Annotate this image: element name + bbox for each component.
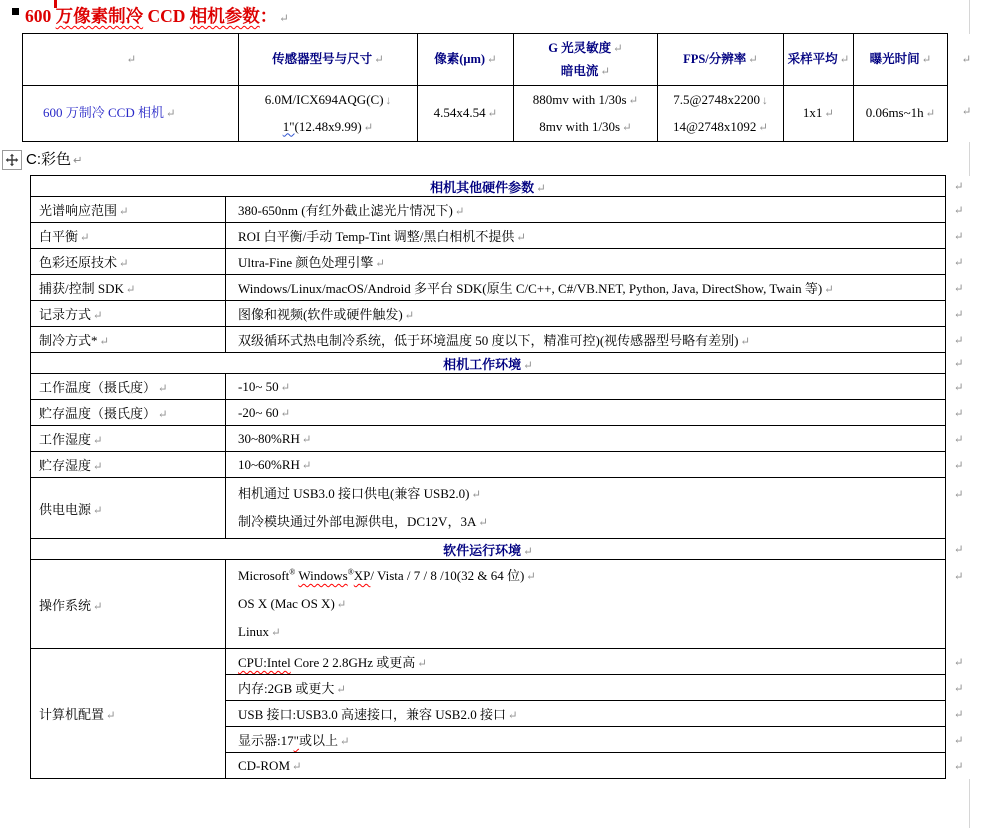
table-row bbox=[31, 301, 986, 327]
section-title: 相机其他硬件参数 ↵ bbox=[31, 176, 946, 197]
spellcheck-flagged-text: Windows bbox=[298, 568, 348, 583]
paragraph-mark: ↵ bbox=[126, 54, 137, 66]
table-move-handle[interactable] bbox=[2, 150, 22, 170]
spellcheck-flagged-text: XP bbox=[353, 568, 371, 583]
paragraph-mark: ↵ bbox=[523, 545, 533, 558]
exposure-cell: 0.06ms~1h ↵ bbox=[854, 86, 948, 142]
fps-cell: 7.5@2748x2200 ↓ 14@2748x1092 ↵ bbox=[658, 86, 784, 142]
paragraph-mark: ↵ bbox=[73, 155, 83, 167]
param-value: Windows/Linux/macOS/Android 多平台 SDK(原生 C/C++, C#/VB.NET, Python, Java, DirectShow, Twain 等) ↵ bbox=[226, 275, 946, 301]
paragraph-mark: ↵ bbox=[824, 108, 835, 120]
header-pixel: 像素(μm) ↵ bbox=[418, 34, 514, 86]
end-of-row-mark: ↵ bbox=[946, 452, 986, 478]
param-label: 色彩还原技术 ↵ bbox=[31, 249, 226, 275]
end-of-row-mark: ↵ bbox=[946, 374, 986, 400]
param-label: 白平衡 ↵ bbox=[31, 223, 226, 249]
section-title: 软件运行环境 ↵ bbox=[31, 539, 946, 560]
table-row bbox=[31, 400, 986, 426]
param-label: 操作系统 ↵ bbox=[31, 560, 226, 649]
param-value: USB 接口:USB3.0 高速接口，兼容 USB2.0 接口 ↵ bbox=[226, 701, 946, 727]
paragraph-mark: ↵ bbox=[487, 108, 498, 120]
paragraph-mark: ↵ bbox=[536, 182, 546, 195]
end-of-row-mark: ↵ bbox=[946, 197, 986, 223]
grammar-flagged-text: 1" bbox=[282, 118, 295, 134]
paragraph-mark: ↵ bbox=[925, 108, 936, 120]
param-value: ROI 白平衡/手动 Temp-Tint 调整/黑白相机不提供 ↵ bbox=[226, 223, 946, 249]
end-of-row-mark: ↵ bbox=[946, 400, 986, 426]
table-row bbox=[23, 86, 978, 142]
end-of-row-mark: ↵ bbox=[946, 301, 986, 327]
paragraph-mark: ↵ bbox=[758, 121, 769, 134]
param-label: 捕获/控制 SDK ↵ bbox=[31, 275, 226, 301]
end-of-row-mark: ↵ bbox=[946, 426, 986, 452]
spec-summary-table bbox=[22, 33, 978, 142]
header-fps: FPS/分辨率 ↵ bbox=[658, 34, 784, 86]
table-row bbox=[31, 426, 986, 452]
table-header-row bbox=[23, 34, 978, 86]
list-bullet bbox=[12, 8, 19, 15]
table-row bbox=[31, 374, 986, 400]
header-sampling: 采样平均 ↵ bbox=[784, 34, 854, 86]
end-of-row-mark: ↵ bbox=[946, 176, 986, 197]
param-value: -10~ 50 ↵ bbox=[226, 374, 946, 400]
title-part-misspelled: 万像素制冷 bbox=[55, 6, 144, 26]
paragraph-mark: ↵ bbox=[279, 13, 289, 25]
end-of-row-mark: ↵ bbox=[946, 701, 986, 727]
header-sensitivity: G 光灵敏度 ↵ 暗电流 ↵ bbox=[514, 34, 658, 86]
table-row bbox=[31, 197, 986, 223]
param-label: 计算机配置 ↵ bbox=[31, 649, 226, 779]
paragraph-mark: ↵ bbox=[487, 54, 497, 66]
param-value: 相机通过 USB3.0 接口供电(兼容 USB2.0) ↵ 制冷模块通过外部电源供电，DC12V，3A ↵ bbox=[226, 478, 946, 539]
paragraph-mark: ↵ bbox=[628, 94, 639, 107]
sensor-cell: 6.0M/ICX694AQG(C) ↓ 1"(12.48x9.99) ↵ bbox=[239, 86, 418, 142]
section-header-row bbox=[31, 176, 986, 197]
section-header-row bbox=[31, 353, 986, 374]
paragraph-mark: ↵ bbox=[165, 108, 176, 120]
table-row-computer bbox=[31, 649, 986, 675]
table-row-os bbox=[31, 560, 986, 649]
title-part: CCD bbox=[143, 6, 190, 26]
end-of-row-mark: ↵ bbox=[946, 478, 986, 539]
end-of-row-mark: ↵ bbox=[948, 86, 978, 142]
line-break-mark: ↓ bbox=[761, 94, 768, 107]
paragraph-mark: ↵ bbox=[748, 54, 758, 66]
header-sensor: 传感器型号与尺寸 ↵ bbox=[239, 34, 418, 86]
title-part-misspelled: 相机参数 bbox=[189, 6, 260, 26]
end-of-row-mark: ↵ bbox=[946, 249, 986, 275]
param-label: 工作湿度 ↵ bbox=[31, 426, 226, 452]
param-value: 10~60%RH ↵ bbox=[226, 452, 946, 478]
param-value: 显示器:17"或以上 ↵ bbox=[226, 727, 946, 753]
param-value: -20~ 60 ↵ bbox=[226, 400, 946, 426]
end-of-row-mark: ↵ bbox=[946, 275, 986, 301]
paragraph-mark: ↵ bbox=[613, 42, 623, 55]
camera-name-cell: 600 万制冷 CCD 相机 ↵ bbox=[23, 86, 239, 142]
paragraph-mark: ↵ bbox=[374, 54, 384, 66]
end-of-row-mark: ↵ bbox=[946, 353, 986, 374]
param-value: 380-650nm (有红外截止滤光片情况下) ↵ bbox=[226, 197, 946, 223]
param-value: CD-ROM ↵ bbox=[226, 753, 946, 779]
paragraph-mark: ↵ bbox=[921, 54, 932, 66]
param-label: 光谱响应范围 ↵ bbox=[31, 197, 226, 223]
end-of-row-mark: ↵ bbox=[946, 539, 986, 560]
param-value: CPU:Intel Core 2 2.8GHz 或更高 ↵ bbox=[226, 649, 946, 675]
table-row bbox=[31, 275, 986, 301]
table-row bbox=[31, 223, 986, 249]
spellcheck-flagged-text: CPU:Intel bbox=[238, 655, 291, 670]
paragraph-mark: ↵ bbox=[523, 359, 533, 372]
end-of-row-mark: ↵ bbox=[946, 727, 986, 753]
sensitivity-cell: 880mv with 1/30s ↵ 8mv with 1/30s ↵ bbox=[514, 86, 658, 142]
spellcheck-flagged-text: " bbox=[293, 733, 299, 748]
header-blank-cell bbox=[23, 34, 239, 86]
paragraph-mark: ↵ bbox=[622, 121, 632, 134]
param-label: 记录方式 ↵ bbox=[31, 301, 226, 327]
param-label: 工作温度（摄氏度） ↵ bbox=[31, 374, 226, 400]
end-of-row-mark: ↵ bbox=[946, 223, 986, 249]
param-value: Ultra-Fine 颜色处理引擎 ↵ bbox=[226, 249, 946, 275]
param-value: 内存:2GB 或更大 ↵ bbox=[226, 675, 946, 701]
pixel-cell: 4.54x4.54 ↵ bbox=[418, 86, 514, 142]
param-label: 贮存湿度 ↵ bbox=[31, 452, 226, 478]
param-label: 供电电源 ↵ bbox=[31, 478, 226, 539]
paragraph-mark: ↵ bbox=[600, 65, 611, 78]
registered-mark: ® bbox=[289, 567, 296, 577]
end-of-row-mark: ↵ bbox=[946, 675, 986, 701]
table-row bbox=[31, 327, 986, 353]
end-of-row-mark: ↵ bbox=[946, 649, 986, 675]
move-handle-icon bbox=[5, 153, 19, 167]
header-exposure: 曝光时间 ↵ bbox=[854, 34, 948, 86]
param-value: 图像和视频(软件或硬件触发) ↵ bbox=[226, 301, 946, 327]
sampling-cell: 1x1 ↵ bbox=[784, 86, 854, 142]
line-break-mark: ↓ bbox=[385, 94, 392, 107]
detail-spec-table bbox=[30, 175, 986, 779]
param-label: 贮存温度（摄氏度） ↵ bbox=[31, 400, 226, 426]
param-label: 制冷方式* ↵ bbox=[31, 327, 226, 353]
title-part: 600 bbox=[25, 6, 56, 26]
title-part: ： bbox=[259, 6, 278, 26]
end-of-row-mark: ↵ bbox=[946, 327, 986, 353]
section-header-row bbox=[31, 539, 986, 560]
paragraph-mark: ↵ bbox=[363, 121, 374, 134]
param-value: 30~80%RH ↵ bbox=[226, 426, 946, 452]
param-value: 双级循环式热电制冷系统，低于环境温度 50 度以下，精准可控)(视传感器型号略有差别) ↵ bbox=[226, 327, 946, 353]
table-row bbox=[31, 452, 986, 478]
table-row-power bbox=[31, 478, 986, 539]
section-title: 相机工作环境 ↵ bbox=[31, 353, 946, 374]
param-value: Microsoft® Windows®XP/ Vista / 7 / 8 /10(32 & 64 位) ↵ OS X (Mac OS X) ↵ Linux ↵ bbox=[226, 560, 946, 649]
page-title bbox=[25, 3, 289, 28]
caption-text: C:彩色 ↵ bbox=[26, 151, 83, 168]
paragraph-mark: ↵ bbox=[839, 54, 850, 66]
end-of-row-mark: ↵ bbox=[946, 560, 986, 649]
table-row bbox=[31, 249, 986, 275]
end-of-row-mark: ↵ bbox=[948, 34, 978, 86]
end-of-row-mark: ↵ bbox=[946, 753, 986, 779]
registered-mark: ® bbox=[347, 567, 354, 577]
